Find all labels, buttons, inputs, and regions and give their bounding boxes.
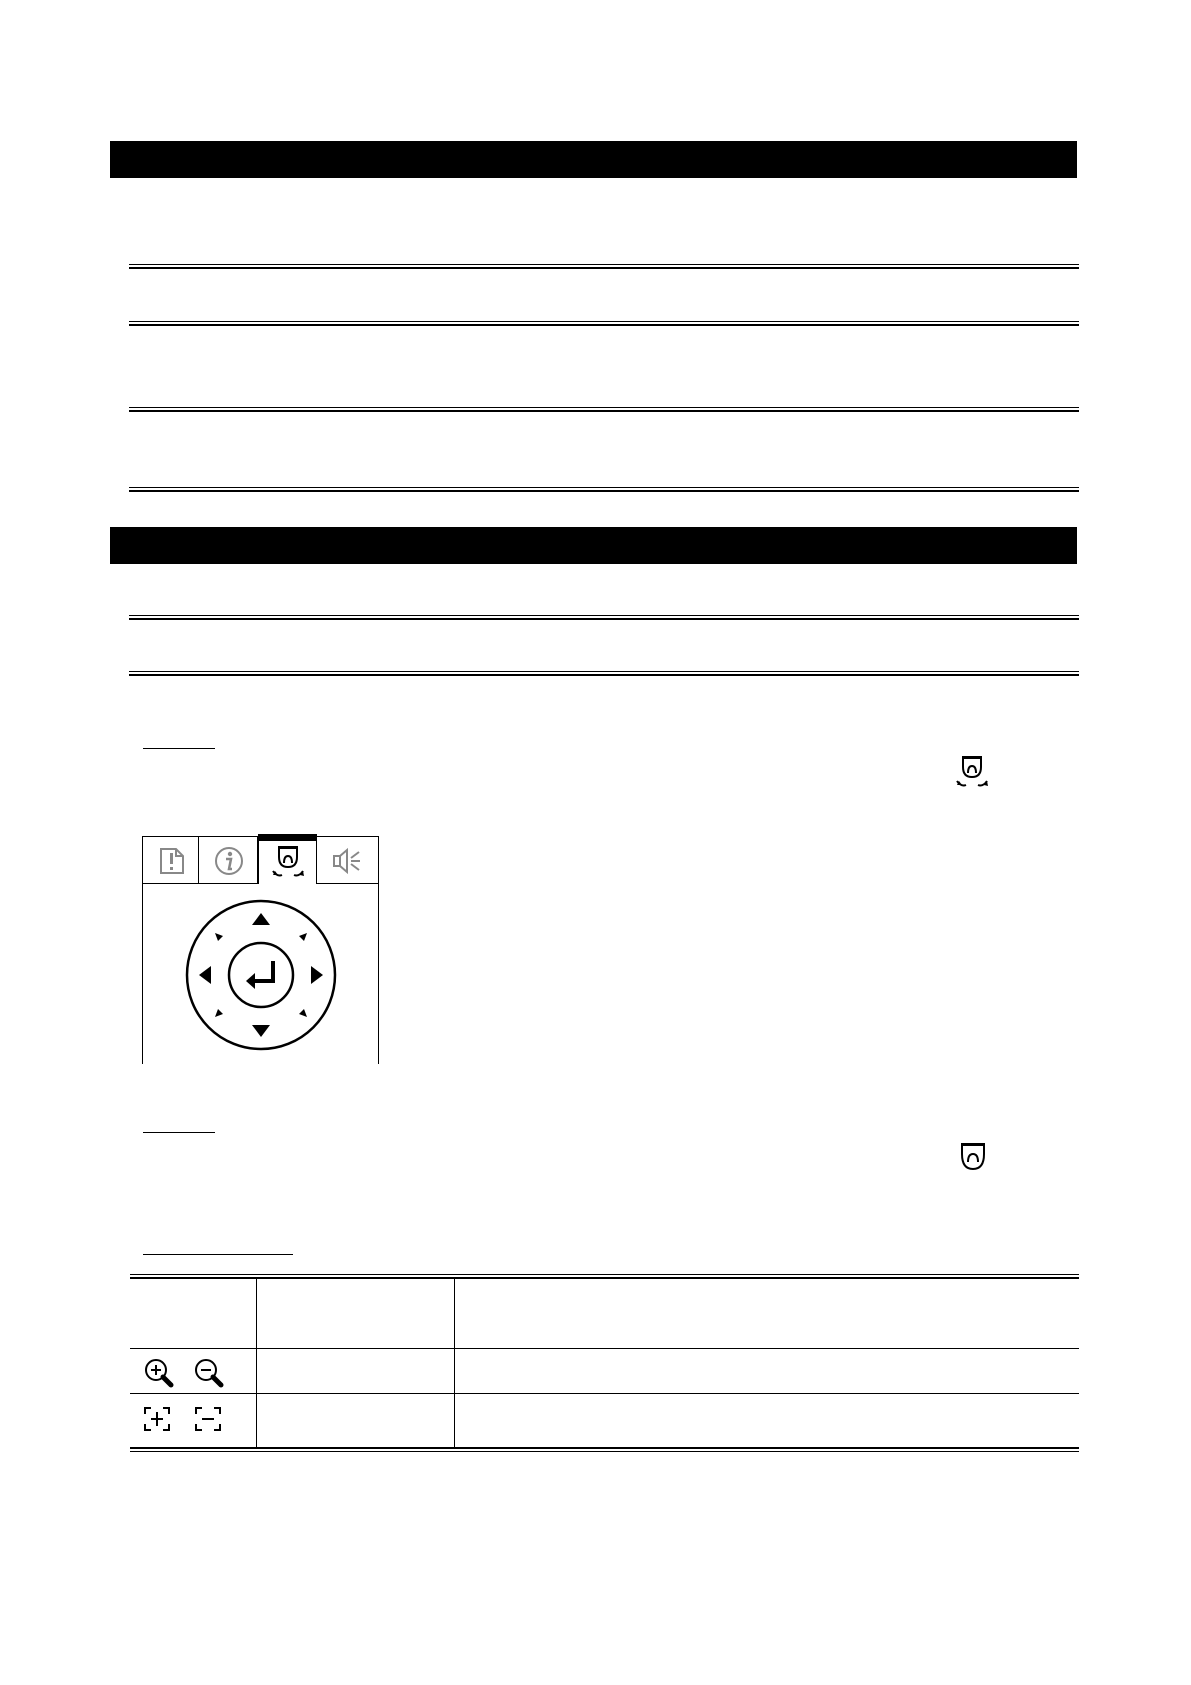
pan-left-button[interactable] (199, 966, 211, 984)
subheading-underline (143, 1132, 215, 1133)
audio-tab[interactable] (317, 836, 379, 884)
event-tab[interactable] (142, 836, 199, 884)
divider-rule (129, 671, 1079, 676)
enter-icon (246, 961, 273, 989)
focus-far-icon[interactable] (195, 1407, 221, 1431)
ptz-control-panel (141, 834, 380, 1064)
table-header-icon-cell (130, 1279, 256, 1348)
section-header-bar-2 (110, 527, 1077, 564)
direction-pad (185, 899, 337, 1051)
subheading-underline (143, 1254, 293, 1255)
dome-camera-icon (958, 1142, 988, 1172)
speaker-icon (332, 847, 362, 875)
pan-up-left-button[interactable] (215, 933, 223, 941)
divider-rule (129, 407, 1079, 412)
section-header-bar-1 (110, 141, 1077, 178)
divider-rule (129, 487, 1079, 492)
event-file-icon (159, 847, 185, 875)
zoom-out-icon[interactable] (194, 1358, 224, 1388)
ptz-camera-icon (271, 845, 305, 881)
divider-rule (129, 264, 1079, 269)
function-table (130, 1274, 1079, 1452)
pan-down-left-button[interactable] (215, 1009, 223, 1017)
divider-rule (129, 321, 1079, 326)
ptz-camera-icon (955, 755, 989, 791)
enter-button[interactable] (229, 943, 293, 1007)
pan-down-right-button[interactable] (299, 1009, 307, 1017)
pan-up-right-button[interactable] (299, 933, 307, 941)
zoom-in-icon[interactable] (144, 1358, 174, 1388)
info-tab[interactable] (199, 836, 258, 884)
pan-down-button[interactable] (252, 1025, 270, 1037)
subheading-underline (143, 748, 215, 749)
pan-right-button[interactable] (311, 966, 323, 984)
info-icon (214, 846, 244, 876)
table-header-function-cell (257, 1279, 454, 1348)
ptz-tab[interactable] (258, 834, 317, 884)
pan-up-button[interactable] (252, 913, 270, 925)
focus-near-icon[interactable] (144, 1407, 170, 1431)
divider-rule (129, 615, 1079, 620)
table-header-description-cell (455, 1279, 1079, 1348)
